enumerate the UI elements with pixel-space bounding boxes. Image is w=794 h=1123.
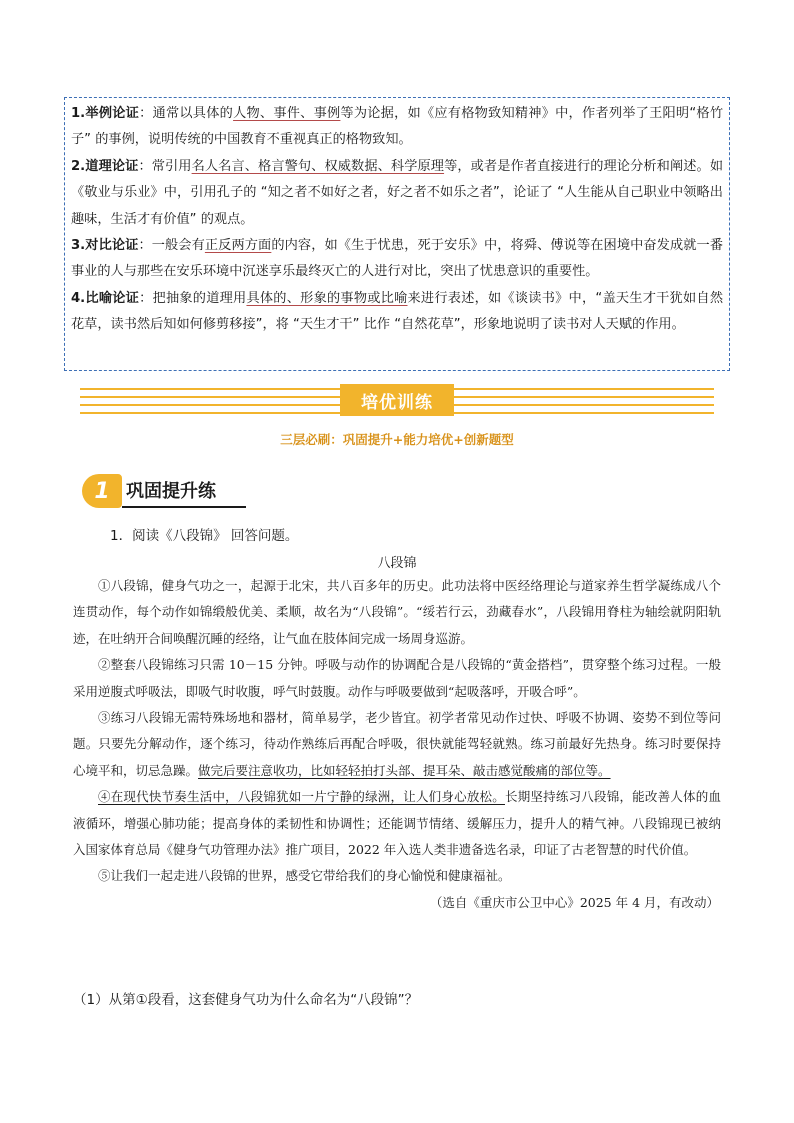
note-label: 2.道理论证: [71, 158, 139, 174]
banner-title: 培优训练: [340, 384, 454, 416]
note-text: 来进行表述，如《谈读书》中，“盖天生才干犹如自然花草，读书然后知如何修剪移接”，将 “天生才干” 比作 “自然花草”，形象地说明了读书对人天赋的作用。: [71, 290, 724, 333]
note-label: 1.举例论证: [71, 106, 140, 121]
note-underlined: 正反两方面: [204, 238, 272, 254]
note-label: 4.比喻论证: [71, 290, 140, 306]
section-heading: [82, 474, 246, 508]
section-underline: [122, 506, 246, 508]
article-underlined-text: 做完后要注意收功，比如轻轻拍打头部、提耳朵、敲击感觉酸痛的部位等。: [198, 762, 611, 778]
note-metaphor-argument: [71, 286, 723, 339]
note-underlined: 具体的、形象的事物或比喻: [246, 290, 408, 306]
note-text: 等，或者是作者直接进行的理论分析和阐述。如《敬业与乐业》中，引用孔子的 “知之者不如好之者，好之者不如乐之者”，论证了 “人生能从自己职业中领略出趣味，生活才有价值” 的观点。: [71, 158, 724, 227]
article-text: 长期坚持练习八段锦，能改善人体的血液循环，增强心肺功能；提高身体的柔韧性和协调性；还能调节情绪、缓解压力，提升人的精气神。八段锦现已被纳入国家体育总局《健身气功管理办法》推广项目，2022 年入选人类非遗备选名录，印证了古老智慧的时代价值。: [73, 789, 721, 858]
note-underlined: 人物、事件、事例: [233, 106, 341, 121]
banner-subtitle: 三层必刷：巩固提升+能力培优+创新题型: [280, 432, 514, 447]
note-label: 3.对比论证: [71, 238, 139, 254]
article-source: （选自《重庆市公卫中心》2025 年 4 月，有改动）: [429, 894, 719, 910]
note-text: 等为论据，如《应有格物致知精神》中，作者列举了王阳明“格竹子” 的事例，说明传统的中国教育不重视真正的格物致知。: [71, 106, 724, 148]
article-text: ③练习八段锦无需特殊场地和器材，简单易学，老少皆宜。初学者常见动作过快、呼吸不协调、姿势不到位等问题。只要先分解动作，逐个练习，待动作熟练后再配合呼吸，很快就能驾轻就熟。练习前最好先热身。练习时要保持心境平和，切忌急躁。: [73, 710, 721, 778]
note-example-argument: [71, 101, 723, 154]
question-intro: 1．阅读《八段锦》 回答问题。: [110, 528, 299, 544]
note-text: ：通常以具体的: [139, 106, 234, 121]
note-text: ：一般会有: [138, 238, 205, 254]
article-underlined-text: ④在现代快节奏生活中，八段锦犹如一片宁静的绿洲，让人们身心放松。: [98, 789, 505, 805]
note-text: ：常引用: [138, 158, 192, 174]
article-body: [73, 573, 721, 916]
question-1: （1）从第①段看，这套健身气功为什么命名为“八段锦”？: [73, 992, 419, 1008]
article-title: 八段锦: [377, 556, 417, 571]
note-underlined: 名人名言、格言警句、权威数据、科学原理: [191, 158, 445, 174]
note-text: ：把抽象的道理用: [139, 290, 247, 306]
section-number-badge: 1: [82, 474, 122, 508]
section-title: 巩固提升练: [126, 481, 216, 502]
note-reason-argument: [71, 154, 723, 233]
article-paragraph-4: [73, 784, 721, 863]
article-paragraph-3: [73, 705, 721, 784]
article-paragraph-5: ⑤让我们一起走进八段锦的世界，感受它带给我们的身心愉悦和健康福祉。: [98, 868, 511, 884]
note-contrast-argument: [71, 233, 723, 286]
article-paragraph-1: ①八段锦，健身气功之一，起源于北宋，共八百多年的历史。此功法将中医经络理论与道家养生哲学凝练成八个连贯动作，每个动作如锦缎般优美、柔顺，故名为“八段锦”。“绥若行云，劲藏春水”，八段锦用脊柱为轴绘就阴阳轨迹，在吐纳开合间唤醒沉睡的经络，让气血在肢体间完成一场周身巡游。: [73, 578, 721, 646]
note-text: 的内容，如《生于忧患，死于安乐》中，将舜、傅说等在困境中奋发成就一番事业的人与那些在安乐环境中沉迷享乐最终灭亡的人进行对比，突出了忧患意识的重要性。: [71, 238, 724, 280]
argument-methods-box: [64, 97, 730, 371]
article-paragraph-2: ②整套八段锦练习只需 10－15 分钟。呼吸与动作的协调配合是八段锦的“黄金搭档”，贯穿整个练习过程。一般采用逆腹式呼吸法，即吸气时收腹，呼气时鼓腹。动作与呼吸要做到“起吸落呼，开吸合呼”。: [73, 657, 721, 699]
